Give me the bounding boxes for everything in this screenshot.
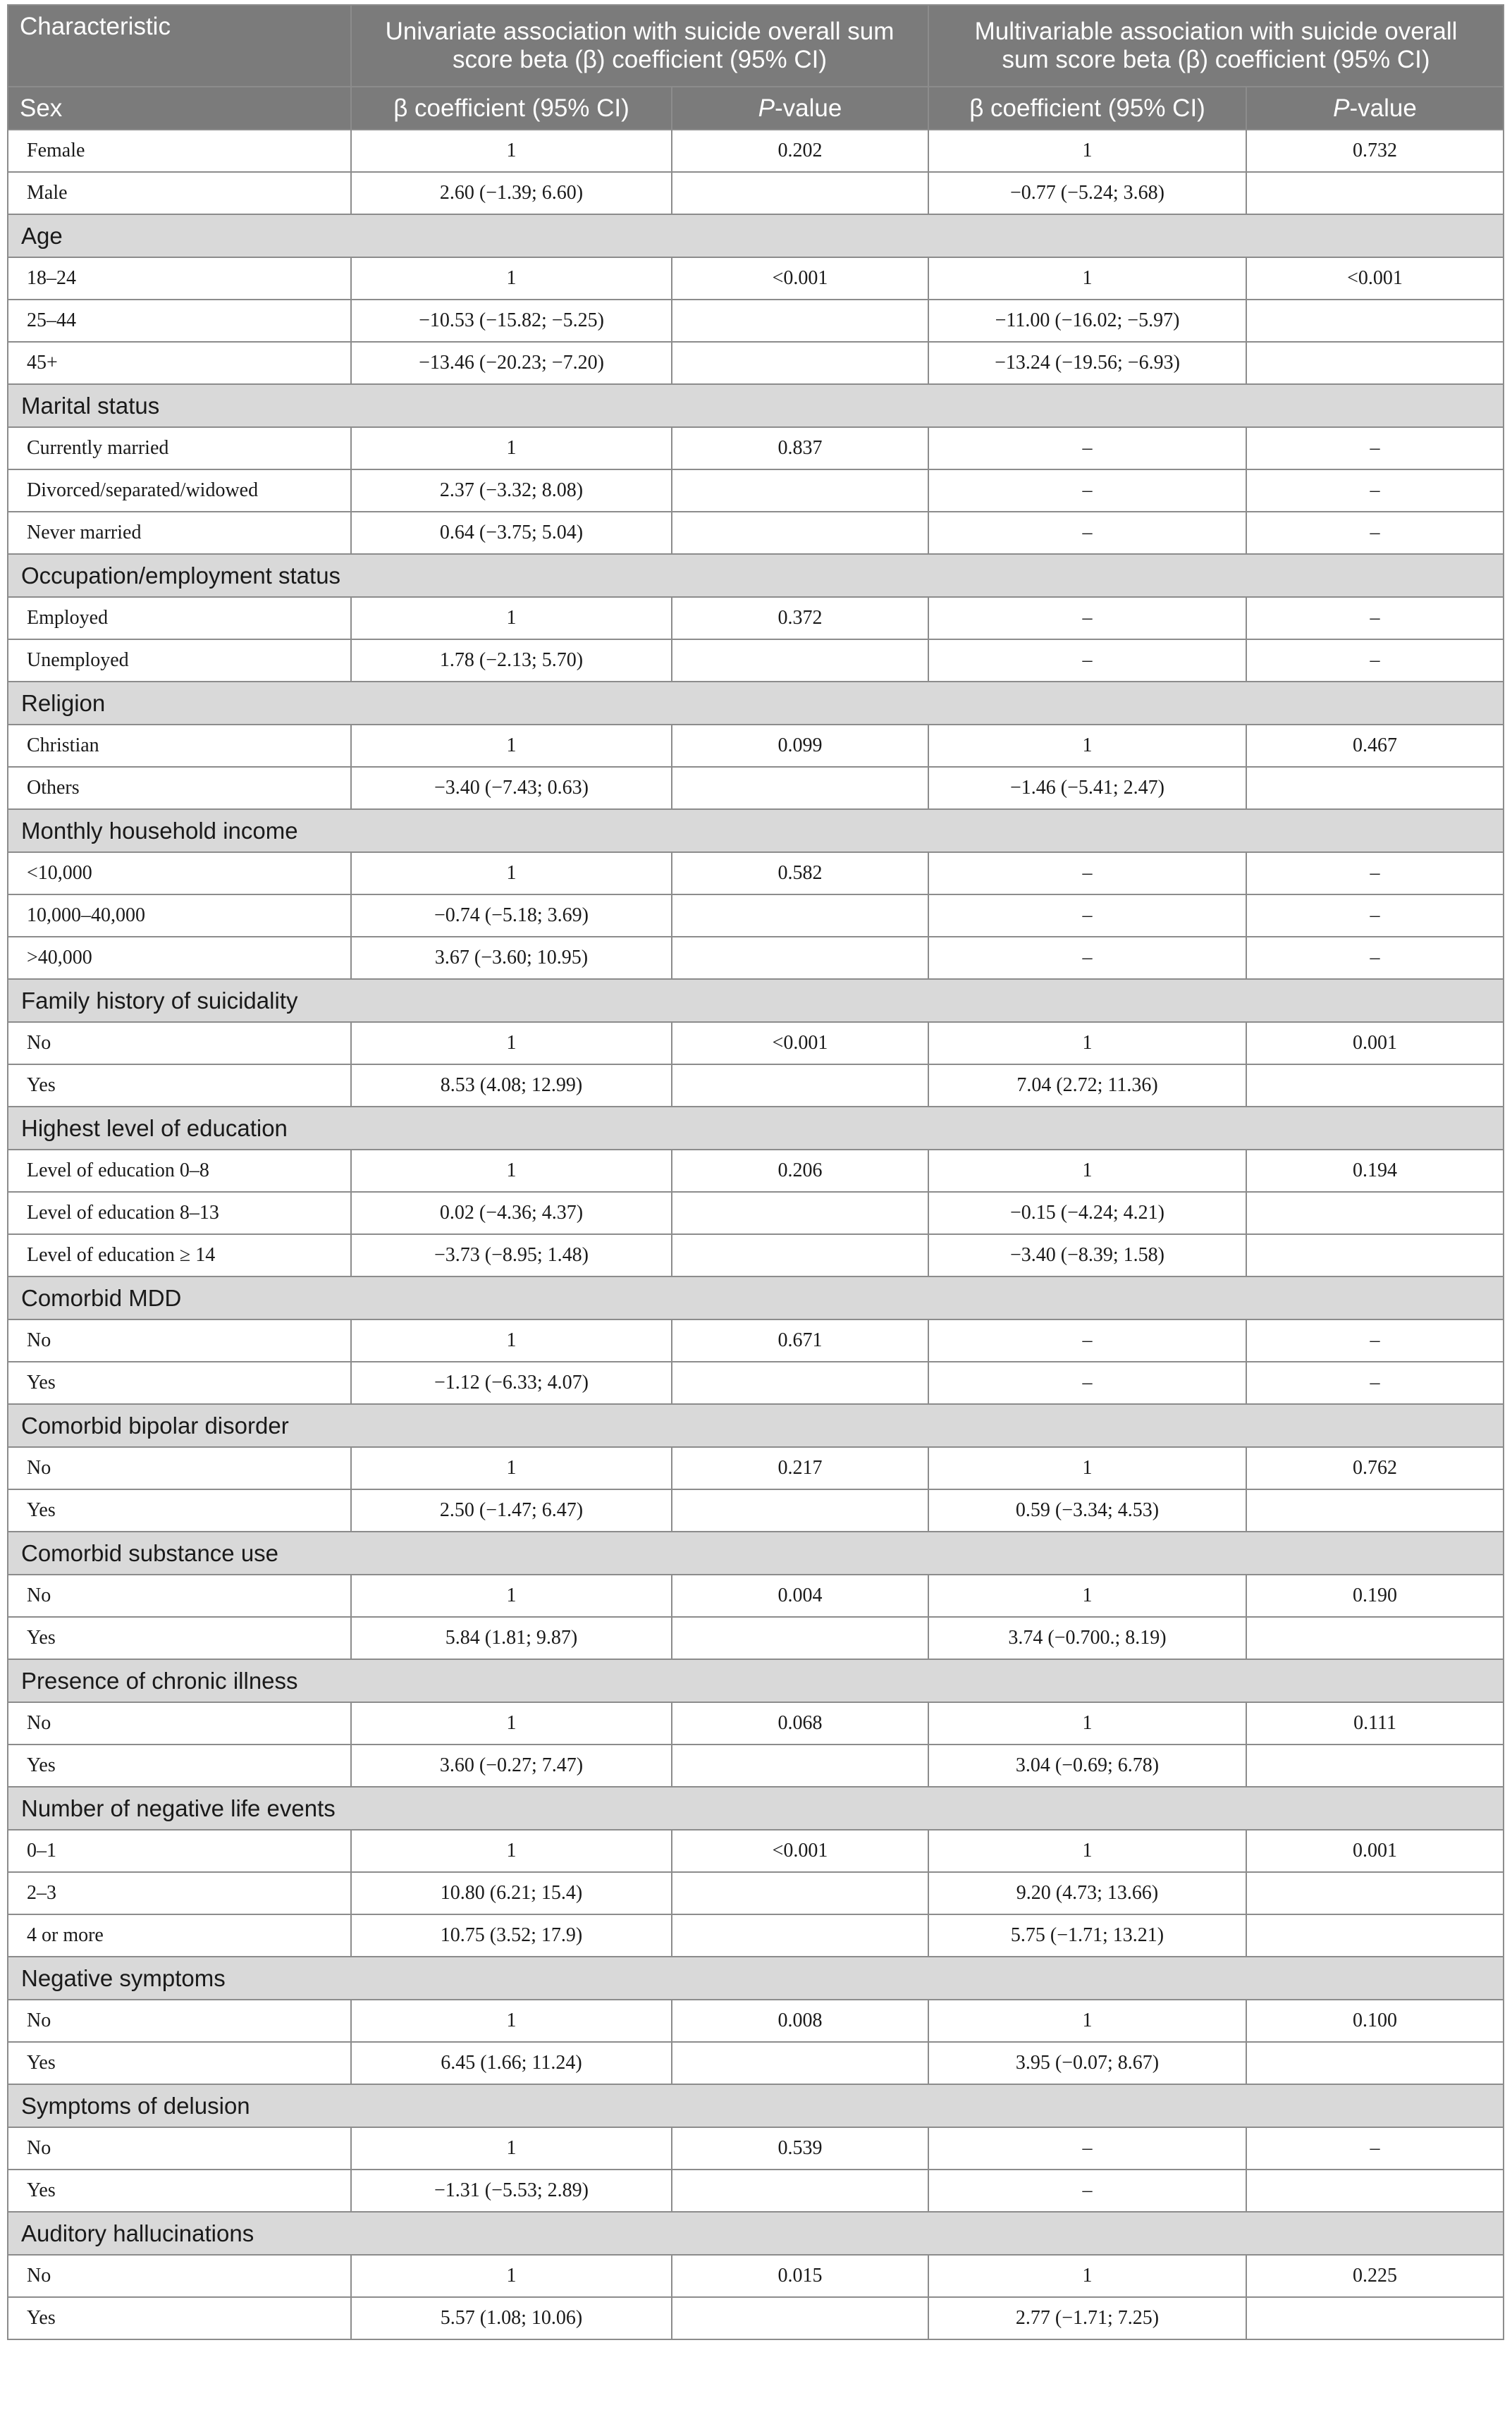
row-label: No	[8, 2127, 351, 2170]
row-label: 18–24	[8, 257, 351, 300]
table-row	[8, 767, 1504, 809]
multivariable-beta-cell: 9.20 (4.73; 13.66)	[928, 1872, 1246, 1914]
univariate-beta-cell: 1	[351, 2000, 672, 2042]
multivariable-beta-cell: 1	[928, 725, 1246, 767]
multivariable-p-cell: 0.194	[1246, 1150, 1504, 1192]
row-label: Level of education 8–13	[8, 1192, 351, 1234]
group-label: Highest level of education	[8, 1107, 1504, 1150]
group-label: Occupation/employment status	[8, 554, 1504, 597]
univariate-p-cell: 0.015	[672, 2255, 928, 2297]
row-label: Yes	[8, 2042, 351, 2084]
univariate-p-cell: 0.837	[672, 427, 928, 469]
multivariable-beta-cell: –	[928, 1319, 1246, 1362]
univariate-beta-cell: 2.50 (−1.47; 6.47)	[351, 1489, 672, 1532]
univariate-p-cell	[672, 1362, 928, 1404]
group-header-row	[8, 979, 1504, 1022]
table-row	[8, 257, 1504, 300]
univariate-p-cell: 0.539	[672, 2127, 928, 2170]
univariate-p-cell: 0.004	[672, 1575, 928, 1617]
univariate-beta-cell: 2.60 (−1.39; 6.60)	[351, 172, 672, 214]
univariate-p-cell: 0.582	[672, 852, 928, 894]
table-row	[8, 597, 1504, 639]
univariate-p-cell	[672, 767, 928, 809]
regression-table	[7, 4, 1504, 2340]
multivariable-beta-cell: −11.00 (−16.02; −5.97)	[928, 300, 1246, 342]
univariate-beta-cell: 10.80 (6.21; 15.4)	[351, 1872, 672, 1914]
table-row	[8, 2255, 1504, 2297]
multivariable-p-cell	[1246, 1617, 1504, 1659]
p-italic: P	[758, 94, 775, 122]
univariate-beta-cell: 6.45 (1.66; 11.24)	[351, 2042, 672, 2084]
header-row-1	[8, 5, 1504, 87]
multivariable-p-cell: –	[1246, 1362, 1504, 1404]
table-row	[8, 130, 1504, 172]
univariate-beta-cell: 1.78 (−2.13; 5.70)	[351, 639, 672, 682]
group-header-row	[8, 682, 1504, 725]
multivariable-p-cell: 0.111	[1246, 1702, 1504, 1745]
multivariable-p-cell	[1246, 1192, 1504, 1234]
table-row	[8, 2042, 1504, 2084]
multivariable-beta-cell: 1	[928, 130, 1246, 172]
row-label: No	[8, 1022, 351, 1064]
table-row	[8, 937, 1504, 979]
group-header-row	[8, 1532, 1504, 1575]
row-label: No	[8, 2255, 351, 2297]
univariate-beta-cell: 1	[351, 1702, 672, 1745]
univariate-beta-cell: −10.53 (−15.82; −5.25)	[351, 300, 672, 342]
multivariable-p-cell: –	[1246, 937, 1504, 979]
univariate-p-cell: 0.202	[672, 130, 928, 172]
table-row	[8, 342, 1504, 384]
row-label: No	[8, 2000, 351, 2042]
univariate-p-cell	[672, 937, 928, 979]
table-row	[8, 1489, 1504, 1532]
multivariable-p-cell: 0.762	[1246, 1447, 1504, 1489]
row-label: Yes	[8, 1064, 351, 1107]
univariate-p-cell: 0.099	[672, 725, 928, 767]
univariate-beta-cell: 1	[351, 1150, 672, 1192]
univariate-p-cell	[672, 1489, 928, 1532]
univariate-p-cell	[672, 1192, 928, 1234]
multivariable-p-cell: –	[1246, 512, 1504, 554]
group-header-row	[8, 554, 1504, 597]
univariate-p-cell	[672, 639, 928, 682]
multivariable-p-cell: –	[1246, 852, 1504, 894]
table-row	[8, 894, 1504, 937]
multivariable-p-cell: –	[1246, 469, 1504, 512]
multivariable-p-cell	[1246, 172, 1504, 214]
univariate-beta-cell: 1	[351, 1830, 672, 1872]
table-row	[8, 2170, 1504, 2212]
univariate-beta-header: β coefficient (95% CI)	[351, 87, 672, 130]
univariate-p-cell: 0.372	[672, 597, 928, 639]
group-label: Age	[8, 214, 1504, 257]
univariate-p-cell: 0.008	[672, 2000, 928, 2042]
multivariable-beta-cell: −0.77 (−5.24; 3.68)	[928, 172, 1246, 214]
row-label: Yes	[8, 1362, 351, 1404]
row-label: No	[8, 1575, 351, 1617]
multivariable-beta-cell: 1	[928, 1447, 1246, 1489]
univariate-beta-cell: −1.12 (−6.33; 4.07)	[351, 1362, 672, 1404]
multivariable-beta-cell: 1	[928, 1830, 1246, 1872]
table-row	[8, 1872, 1504, 1914]
univariate-beta-cell: 1	[351, 257, 672, 300]
table-row	[8, 1830, 1504, 1872]
row-label: Unemployed	[8, 639, 351, 682]
group-label: Symptoms of delusion	[8, 2084, 1504, 2127]
univariate-beta-cell: 1	[351, 130, 672, 172]
group-label: Presence of chronic illness	[8, 1659, 1504, 1702]
multivariable-p-cell: –	[1246, 1319, 1504, 1362]
multivariable-p-cell: 0.732	[1246, 130, 1504, 172]
multivariable-p-cell	[1246, 1745, 1504, 1787]
row-label: Level of education ≥ 14	[8, 1234, 351, 1276]
multivariable-p-cell: –	[1246, 597, 1504, 639]
group-header-row	[8, 1659, 1504, 1702]
group-label: Monthly household income	[8, 809, 1504, 852]
group-header-row	[8, 384, 1504, 427]
table-row	[8, 1617, 1504, 1659]
table-row	[8, 1150, 1504, 1192]
row-label: No	[8, 1447, 351, 1489]
row-label: 4 or more	[8, 1914, 351, 1957]
group-label: Number of negative life events	[8, 1787, 1504, 1830]
univariate-beta-cell: 1	[351, 2127, 672, 2170]
row-label: Christian	[8, 725, 351, 767]
group-header-row	[8, 1787, 1504, 1830]
multivariable-beta-cell: –	[928, 2127, 1246, 2170]
univariate-p-cell	[672, 2042, 928, 2084]
group-header-row	[8, 1107, 1504, 1150]
multivariable-p-cell	[1246, 342, 1504, 384]
multivariable-beta-cell: –	[928, 2170, 1246, 2212]
univariate-header: Univariate association with suicide overall sum score beta (β) coefficient (95% CI)	[351, 5, 928, 87]
multivariable-beta-cell: –	[928, 937, 1246, 979]
univariate-beta-cell: 1	[351, 2255, 672, 2297]
table-row	[8, 1745, 1504, 1787]
univariate-p-cell: 0.671	[672, 1319, 928, 1362]
table-row	[8, 172, 1504, 214]
multivariable-p-cell: 0.190	[1246, 1575, 1504, 1617]
multivariable-beta-cell: −13.24 (−19.56; −6.93)	[928, 342, 1246, 384]
multivariable-p-cell: –	[1246, 894, 1504, 937]
univariate-p-cell: 0.217	[672, 1447, 928, 1489]
univariate-p-cell	[672, 1914, 928, 1957]
first-group-header: Sex	[8, 87, 351, 130]
row-label: Currently married	[8, 427, 351, 469]
multivariable-beta-cell: 3.95 (−0.07; 8.67)	[928, 2042, 1246, 2084]
multivariable-p-cell	[1246, 1914, 1504, 1957]
row-label: 45+	[8, 342, 351, 384]
univariate-beta-cell: 5.57 (1.08; 10.06)	[351, 2297, 672, 2339]
univariate-p-cell: <0.001	[672, 1830, 928, 1872]
multivariable-p-cell	[1246, 2297, 1504, 2339]
table-row	[8, 1702, 1504, 1745]
group-header-row	[8, 2084, 1504, 2127]
multivariable-p-cell: 0.001	[1246, 1830, 1504, 1872]
univariate-p-cell: <0.001	[672, 1022, 928, 1064]
univariate-beta-cell: 0.64 (−3.75; 5.04)	[351, 512, 672, 554]
table-row	[8, 1234, 1504, 1276]
univariate-beta-cell: 1	[351, 597, 672, 639]
multivariable-beta-cell: −1.46 (−5.41; 2.47)	[928, 767, 1246, 809]
multivariable-beta-cell: –	[928, 852, 1246, 894]
multivariable-beta-cell: –	[928, 597, 1246, 639]
characteristic-header: Characteristic	[8, 5, 351, 87]
univariate-beta-cell: 1	[351, 725, 672, 767]
multivariable-p-cell: 0.001	[1246, 1022, 1504, 1064]
univariate-p-cell	[672, 2297, 928, 2339]
multivariable-p-cell	[1246, 1489, 1504, 1532]
multivariable-p-cell: <0.001	[1246, 257, 1504, 300]
univariate-p-cell	[672, 2170, 928, 2212]
univariate-p-cell: 0.206	[672, 1150, 928, 1192]
multivariable-beta-cell: 3.74 (−0.700.; 8.19)	[928, 1617, 1246, 1659]
table-row	[8, 300, 1504, 342]
row-label: Divorced/separated/widowed	[8, 469, 351, 512]
table-row	[8, 1362, 1504, 1404]
univariate-p-header	[672, 87, 928, 130]
univariate-beta-cell: 0.02 (−4.36; 4.37)	[351, 1192, 672, 1234]
table-row	[8, 2127, 1504, 2170]
univariate-p-cell	[672, 894, 928, 937]
multivariable-p-cell	[1246, 2042, 1504, 2084]
group-label: Comorbid MDD	[8, 1276, 1504, 1319]
multivariable-beta-cell: −0.15 (−4.24; 4.21)	[928, 1192, 1246, 1234]
multivariable-beta-header: β coefficient (95% CI)	[928, 87, 1246, 130]
p-italic: P	[1333, 94, 1350, 122]
univariate-p-cell	[672, 1234, 928, 1276]
row-label: Yes	[8, 1745, 351, 1787]
multivariable-beta-cell: 2.77 (−1.71; 7.25)	[928, 2297, 1246, 2339]
multivariable-p-cell: –	[1246, 639, 1504, 682]
row-label: Female	[8, 130, 351, 172]
table-row	[8, 1022, 1504, 1064]
row-label: No	[8, 1702, 351, 1745]
regression-table-container	[7, 4, 1503, 2340]
multivariable-beta-cell: 7.04 (2.72; 11.36)	[928, 1064, 1246, 1107]
multivariable-p-cell	[1246, 2170, 1504, 2212]
univariate-beta-cell: −1.31 (−5.53; 2.89)	[351, 2170, 672, 2212]
multivariable-beta-cell: –	[928, 639, 1246, 682]
univariate-p-cell	[672, 512, 928, 554]
univariate-p-cell	[672, 172, 928, 214]
group-header-row	[8, 2212, 1504, 2255]
univariate-beta-cell: 5.84 (1.81; 9.87)	[351, 1617, 672, 1659]
multivariable-p-cell	[1246, 1234, 1504, 1276]
multivariable-p-cell: 0.100	[1246, 2000, 1504, 2042]
multivariable-p-cell: –	[1246, 2127, 1504, 2170]
multivariable-p-cell	[1246, 1064, 1504, 1107]
row-label: 2–3	[8, 1872, 351, 1914]
multivariable-beta-cell: –	[928, 427, 1246, 469]
row-label: >40,000	[8, 937, 351, 979]
univariate-p-cell	[672, 342, 928, 384]
row-label: Yes	[8, 2297, 351, 2339]
multivariable-beta-cell: 1	[928, 1022, 1246, 1064]
table-row	[8, 1319, 1504, 1362]
row-label: No	[8, 1319, 351, 1362]
table-row	[8, 725, 1504, 767]
univariate-p-cell	[672, 300, 928, 342]
multivariable-beta-cell: –	[928, 469, 1246, 512]
row-label: 10,000–40,000	[8, 894, 351, 937]
group-header-row	[8, 1957, 1504, 2000]
group-header-row	[8, 809, 1504, 852]
table-row	[8, 1064, 1504, 1107]
univariate-beta-cell: 3.60 (−0.27; 7.47)	[351, 1745, 672, 1787]
multivariable-p-cell: 0.467	[1246, 725, 1504, 767]
univariate-beta-cell: 1	[351, 1319, 672, 1362]
univariate-p-cell: <0.001	[672, 257, 928, 300]
multivariable-beta-cell: 1	[928, 2000, 1246, 2042]
row-label: 0–1	[8, 1830, 351, 1872]
table-row	[8, 427, 1504, 469]
multivariable-header: Multivariable association with suicide overall sum score beta (β) coefficient (95% CI)	[928, 5, 1504, 87]
univariate-beta-cell: 1	[351, 852, 672, 894]
multivariable-beta-cell: 1	[928, 257, 1246, 300]
univariate-beta-cell: 1	[351, 1447, 672, 1489]
table-row	[8, 639, 1504, 682]
univariate-p-cell: 0.068	[672, 1702, 928, 1745]
multivariable-beta-cell: –	[928, 1362, 1246, 1404]
group-label: Negative symptoms	[8, 1957, 1504, 2000]
table-row	[8, 1192, 1504, 1234]
univariate-beta-cell: −0.74 (−5.18; 3.69)	[351, 894, 672, 937]
multivariable-beta-cell: 1	[928, 2255, 1246, 2297]
p-suffix: -value	[1349, 94, 1417, 122]
row-label: Yes	[8, 1489, 351, 1532]
multivariable-p-header	[1246, 87, 1504, 130]
univariate-p-cell	[672, 1745, 928, 1787]
group-header-row	[8, 214, 1504, 257]
univariate-beta-cell: 1	[351, 427, 672, 469]
multivariable-beta-cell: –	[928, 894, 1246, 937]
multivariable-p-cell	[1246, 767, 1504, 809]
row-label: Yes	[8, 1617, 351, 1659]
univariate-p-cell	[672, 1617, 928, 1659]
multivariable-beta-cell: 5.75 (−1.71; 13.21)	[928, 1914, 1246, 1957]
header-row-2	[8, 87, 1504, 130]
table-row	[8, 2297, 1504, 2339]
univariate-beta-cell: 1	[351, 1022, 672, 1064]
univariate-beta-cell: −3.73 (−8.95; 1.48)	[351, 1234, 672, 1276]
table-row	[8, 1575, 1504, 1617]
univariate-beta-cell: −3.40 (−7.43; 0.63)	[351, 767, 672, 809]
univariate-beta-cell: −13.46 (−20.23; −7.20)	[351, 342, 672, 384]
row-label: Male	[8, 172, 351, 214]
multivariable-beta-cell: 3.04 (−0.69; 6.78)	[928, 1745, 1246, 1787]
row-label: Employed	[8, 597, 351, 639]
group-label: Family history of suicidality	[8, 979, 1504, 1022]
table-row	[8, 1914, 1504, 1957]
multivariable-beta-cell: 0.59 (−3.34; 4.53)	[928, 1489, 1246, 1532]
table-row	[8, 852, 1504, 894]
univariate-p-cell	[672, 1064, 928, 1107]
table-body	[8, 130, 1504, 2339]
row-label: Others	[8, 767, 351, 809]
multivariable-p-cell: 0.225	[1246, 2255, 1504, 2297]
row-label: Level of education 0–8	[8, 1150, 351, 1192]
multivariable-beta-cell: 1	[928, 1702, 1246, 1745]
multivariable-beta-cell: −3.40 (−8.39; 1.58)	[928, 1234, 1246, 1276]
univariate-p-cell	[672, 469, 928, 512]
table-row	[8, 2000, 1504, 2042]
p-suffix: -value	[775, 94, 842, 122]
group-label: Comorbid bipolar disorder	[8, 1404, 1504, 1447]
group-header-row	[8, 1276, 1504, 1319]
table-row	[8, 1447, 1504, 1489]
group-label: Comorbid substance use	[8, 1532, 1504, 1575]
univariate-beta-cell: 1	[351, 1575, 672, 1617]
multivariable-p-cell	[1246, 300, 1504, 342]
multivariable-p-cell: –	[1246, 427, 1504, 469]
multivariable-beta-cell: –	[928, 512, 1246, 554]
univariate-beta-cell: 3.67 (−3.60; 10.95)	[351, 937, 672, 979]
row-label: <10,000	[8, 852, 351, 894]
row-label: Yes	[8, 2170, 351, 2212]
univariate-beta-cell: 10.75 (3.52; 17.9)	[351, 1914, 672, 1957]
multivariable-beta-cell: 1	[928, 1575, 1246, 1617]
table-row	[8, 469, 1504, 512]
row-label: Never married	[8, 512, 351, 554]
group-header-row	[8, 1404, 1504, 1447]
univariate-p-cell	[672, 1872, 928, 1914]
univariate-beta-cell: 8.53 (4.08; 12.99)	[351, 1064, 672, 1107]
group-label: Marital status	[8, 384, 1504, 427]
univariate-beta-cell: 2.37 (−3.32; 8.08)	[351, 469, 672, 512]
multivariable-beta-cell: 1	[928, 1150, 1246, 1192]
row-label: 25–44	[8, 300, 351, 342]
group-label: Auditory hallucinations	[8, 2212, 1504, 2255]
multivariable-p-cell	[1246, 1872, 1504, 1914]
group-label: Religion	[8, 682, 1504, 725]
table-row	[8, 512, 1504, 554]
